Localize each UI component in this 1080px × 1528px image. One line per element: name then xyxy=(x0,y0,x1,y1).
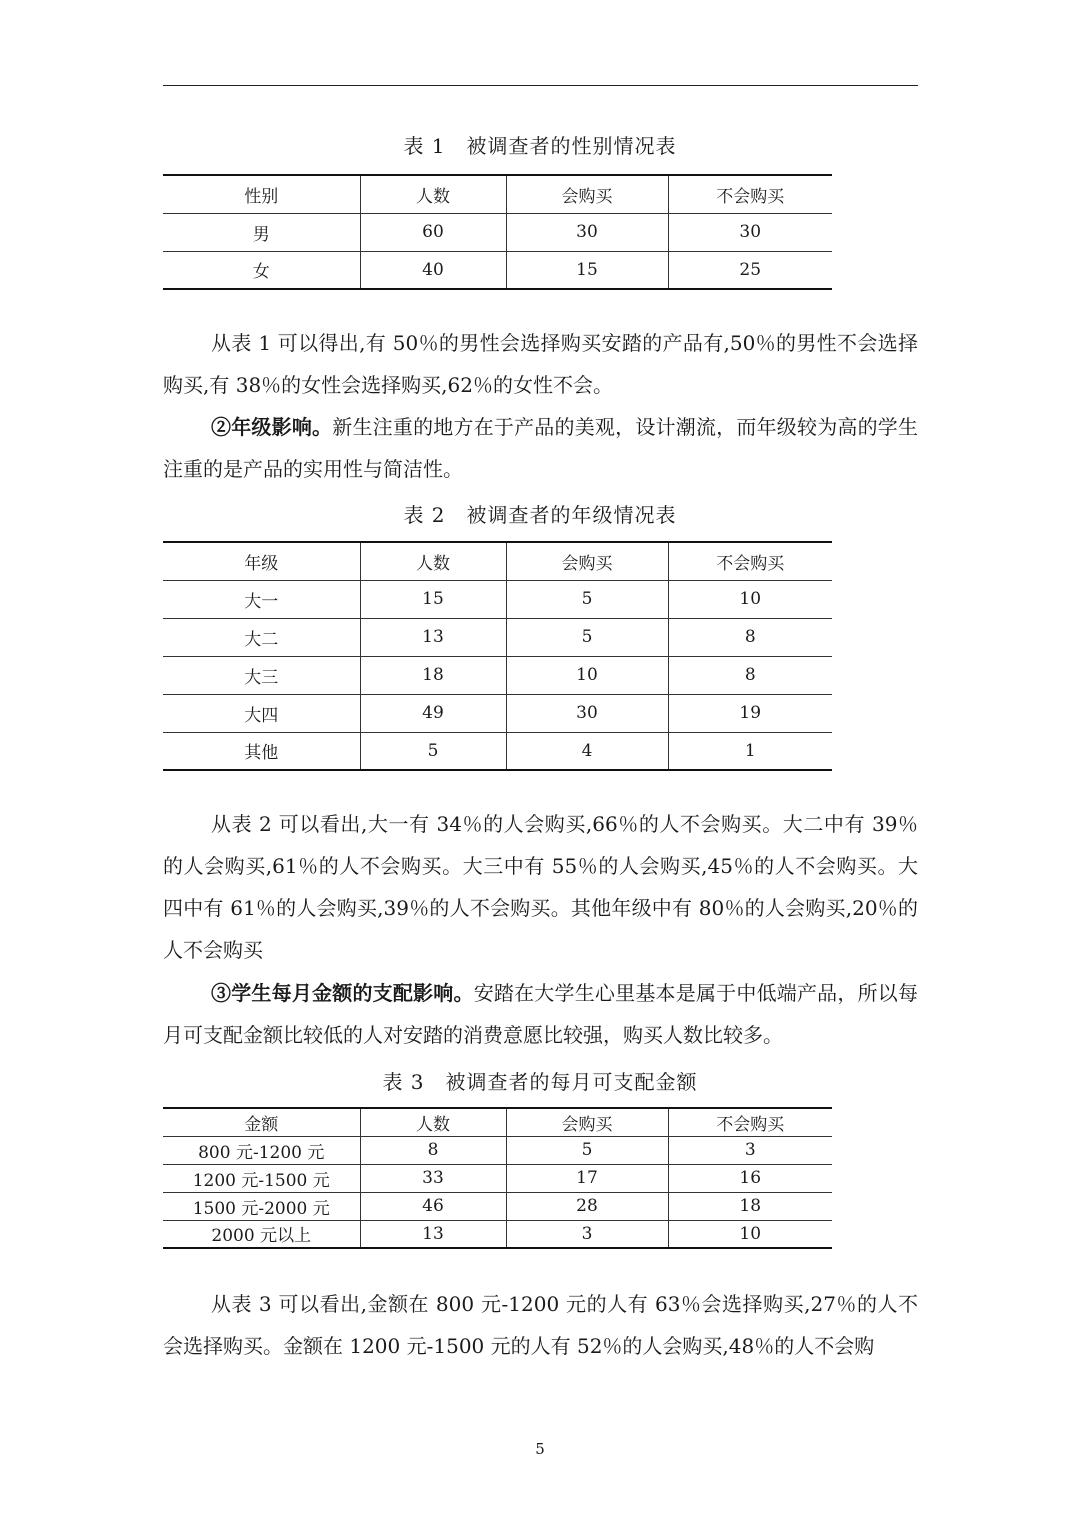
table-row xyxy=(163,1164,832,1192)
table-cell: 10 xyxy=(668,1220,832,1248)
table-cell: 4 xyxy=(506,732,668,770)
table-cell: 1 xyxy=(668,732,832,770)
table-cell: 5 xyxy=(506,580,668,618)
table3-header-cell: 人数 xyxy=(360,1108,506,1136)
table3-header-cell: 不会购买 xyxy=(668,1108,832,1136)
table-cell: 30 xyxy=(668,213,832,251)
paragraph-table3-analysis: 从表 3 可以看出,金额在 800 元-1200 元的人有 63％会选择购买,27％的人不会选择购买。金额在 1200 元-1500 元的人有 52％的人会购买,48％的人不会购 xyxy=(163,1292,918,1358)
table-cell: 800 元-1200 元 xyxy=(163,1136,360,1164)
table-cell: 49 xyxy=(360,694,506,732)
table-cell: 5 xyxy=(506,618,668,656)
table-cell: 17 xyxy=(506,1164,668,1192)
table-cell: 40 xyxy=(360,251,506,289)
table-cell: 女 xyxy=(163,251,360,289)
table-cell: 大四 xyxy=(163,694,360,732)
table-cell: 46 xyxy=(360,1192,506,1220)
table3 xyxy=(163,1107,832,1249)
table-cell: 1200 元-1500 元 xyxy=(163,1164,360,1192)
table-cell: 8 xyxy=(360,1136,506,1164)
table-cell: 1500 元-2000 元 xyxy=(163,1192,360,1220)
table-cell: 30 xyxy=(506,213,668,251)
table-cell: 28 xyxy=(506,1192,668,1220)
table1-header-row xyxy=(163,175,832,213)
table2-header-cell: 年级 xyxy=(163,542,360,580)
table-cell: 18 xyxy=(668,1192,832,1220)
table3-header-row xyxy=(163,1108,832,1136)
paragraph-lead: ③学生每月金额的支配影响。 xyxy=(211,981,474,1005)
table1-header-cell: 性别 xyxy=(163,175,360,213)
table-cell: 8 xyxy=(668,656,832,694)
paragraph-text: 安踏在大学生心里基本是属于中低端产品，所以每月可支配金额比较低的人对安踏的消费意愿比较强，购买人数比较多。 xyxy=(163,981,919,1047)
table-cell: 10 xyxy=(668,580,832,618)
table1-header-cell: 人数 xyxy=(360,175,506,213)
table-cell: 16 xyxy=(668,1164,832,1192)
table-cell: 3 xyxy=(506,1220,668,1248)
table-row xyxy=(163,1136,832,1164)
table2-header-cell: 人数 xyxy=(360,542,506,580)
table3-caption: 表 3 被调查者的每月可支配金额 xyxy=(382,1070,698,1094)
table-cell: 10 xyxy=(506,656,668,694)
table-cell: 13 xyxy=(360,1220,506,1248)
paragraph-text: 新生注重的地方在于产品的美观，设计潮流，而年级较为高的学生注重的是产品的实用性与简洁性。 xyxy=(163,415,919,481)
table-cell: 13 xyxy=(360,618,506,656)
paragraph-lead: ②年级影响。 xyxy=(211,415,333,439)
table-cell: 5 xyxy=(506,1136,668,1164)
table2-header-row xyxy=(163,542,832,580)
table-cell: 大二 xyxy=(163,618,360,656)
table-cell: 15 xyxy=(506,251,668,289)
paragraph-table1-analysis: 从表 1 可以得出,有 50％的男性会选择购买安踏的产品有,50％的男性不会选择购买,有 38％的女性会选择购买,62％的女性不会。 xyxy=(163,331,918,397)
table-cell: 大三 xyxy=(163,656,360,694)
table-cell: 5 xyxy=(360,732,506,770)
paragraph-grade-influence xyxy=(163,406,918,490)
paragraph-monthly-budget-influence xyxy=(163,972,918,1056)
table-row xyxy=(163,251,832,289)
page-number: 5 xyxy=(535,1440,545,1458)
table-row xyxy=(163,732,832,770)
table-cell: 33 xyxy=(360,1164,506,1192)
table2-header-cell: 会购买 xyxy=(506,542,668,580)
table-row xyxy=(163,213,832,251)
table-row xyxy=(163,694,832,732)
table1-header-cell: 不会购买 xyxy=(668,175,832,213)
table3-header-cell: 会购买 xyxy=(506,1108,668,1136)
table1 xyxy=(163,174,832,290)
paragraph-table2-analysis: 从表 2 可以看出,大一有 34％的人会购买,66％的人不会购买。大二中有 39％的人会购买,61％的人不会购买。大三中有 55％的人会购买,45％的人不会购买。大四中有 61％的人会购买,39％的人不会购买。其他年级中有 80％的人会购买,20％的人不会购买 xyxy=(163,812,918,962)
table-cell: 18 xyxy=(360,656,506,694)
table-cell: 15 xyxy=(360,580,506,618)
table-cell: 2000 元以上 xyxy=(163,1220,360,1248)
table-cell: 男 xyxy=(163,213,360,251)
table2-caption: 表 2 被调查者的年级情况表 xyxy=(403,503,677,527)
table1-caption: 表 1 被调查者的性别情况表 xyxy=(403,134,677,158)
table-cell: 60 xyxy=(360,213,506,251)
table2-header-cell: 不会购买 xyxy=(668,542,832,580)
table-cell: 大一 xyxy=(163,580,360,618)
table-cell: 8 xyxy=(668,618,832,656)
table-cell: 25 xyxy=(668,251,832,289)
table-row xyxy=(163,1220,832,1248)
table3-header-cell: 金额 xyxy=(163,1108,360,1136)
table-row xyxy=(163,656,832,694)
table2 xyxy=(163,541,832,771)
table-row xyxy=(163,1192,832,1220)
table1-header-cell: 会购买 xyxy=(506,175,668,213)
table-cell: 3 xyxy=(668,1136,832,1164)
table-cell: 19 xyxy=(668,694,832,732)
table-cell: 其他 xyxy=(163,732,360,770)
table-row xyxy=(163,580,832,618)
header-rule xyxy=(163,85,918,86)
table-row xyxy=(163,618,832,656)
table-cell: 30 xyxy=(506,694,668,732)
